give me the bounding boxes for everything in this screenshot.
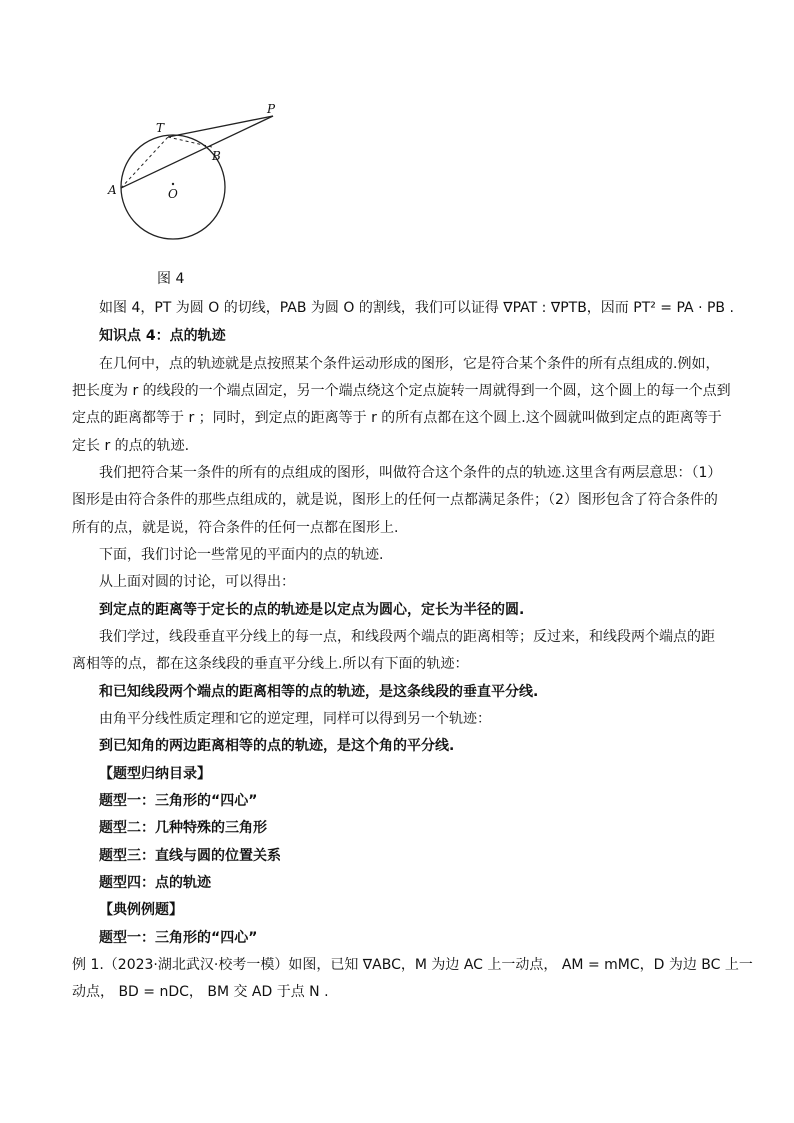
text-line: 由角平分线性质定理和它的逆定理，同样可以得到另一个轨迹： — [99, 711, 491, 727]
text-line: 【典例例题】 — [99, 902, 183, 918]
text-line: 定点的距离都等于 r ；同时，到定点的距离等于 r 的所有点都在这个圆上.这个圆就叫做到定点的距离等于 — [72, 410, 722, 426]
text-line: 图形是由符合条件的那些点组成的，就是说，图形上的任何一点都满足条件；（2）图形包含了符合条件的 — [72, 492, 718, 508]
text-line: 到已知角的两边距离相等的点的轨迹，是这个角的平分线. — [99, 738, 455, 754]
dashed-segment-at — [121, 137, 168, 188]
text-line: 下面，我们讨论一些常见的平面内的点的轨迹. — [99, 547, 384, 563]
text-line: 我们把符合某一条件的所有的点组成的图形，叫做符合这个条件的点的轨迹.这里含有两层意思：（1） — [99, 465, 722, 481]
label-p: P — [267, 102, 276, 116]
tangent-line-pt — [168, 116, 273, 137]
text-line: 所有的点，就是说，符合条件的任何一点都在图形上. — [72, 520, 399, 536]
text-line: 题型三：直线与圆的位置关系 — [99, 848, 281, 864]
text-line: 【题型归纳目录】 — [99, 766, 211, 782]
circle-tangent-secant-diagram — [104, 96, 294, 244]
text-line: 我们学过，线段垂直平分线上的每一点，和线段两个端点的距离相等；反过来，和线段两个端点的距 — [99, 629, 715, 645]
text-line: 到定点的距离等于定长的点的轨迹是以定点为圆心，定长为半径的圆. — [99, 602, 525, 618]
label-t: T — [156, 121, 165, 135]
text-line: 动点， BD = nDC， BM 交 AD 于点 N . — [72, 984, 329, 1000]
text-line: 如图 4，PT 为圆 O 的切线，PAB 为圆 O 的割线，我们可以证得 ∇PAT : ∇PTB，因而 PT² = PA · PB . — [99, 300, 734, 316]
text-line: 题型一：三角形的“四心” — [99, 793, 258, 809]
text-line: 知识点 4：点的轨迹 — [99, 328, 226, 344]
label-o: O — [168, 187, 178, 201]
text-line: 题型四：点的轨迹 — [99, 875, 211, 891]
text-line: 和已知线段两个端点的距离相等的点的轨迹，是这条线段的垂直平分线. — [99, 684, 539, 700]
label-b: B — [212, 149, 221, 163]
text-line: 从上面对圆的讨论，可以得出： — [99, 574, 295, 590]
geometry-figure — [104, 96, 294, 244]
text-line: 离相等的点，都在这条线段的垂直平分线上.所以有下面的轨迹： — [72, 656, 469, 672]
secant-line-pab — [121, 116, 273, 188]
text-line: 在几何中，点的轨迹就是点按照某个条件运动形成的图形，它是符合某个条件的所有点组成的.例如， — [99, 356, 720, 372]
text-line: 题型一：三角形的“四心” — [99, 930, 258, 946]
center-point-o — [172, 183, 174, 185]
text-line: 题型二：几种特殊的三角形 — [99, 820, 267, 836]
figure-caption: 图 4 — [157, 271, 185, 287]
text-line: 定长 r 的点的轨迹. — [72, 438, 190, 454]
text-line: 把长度为 r 的线段的一个端点固定，另一个端点绕这个定点旋转一周就得到一个圆，这个圆上的每一个点到 — [72, 383, 731, 399]
label-a: A — [108, 183, 117, 197]
text-line: 例 1.（2023·湖北武汉·校考一模）如图，已知 ∇ABC，M 为边 AC 上一动点， AM = mMC，D 为边 BC 上一 — [72, 957, 753, 973]
